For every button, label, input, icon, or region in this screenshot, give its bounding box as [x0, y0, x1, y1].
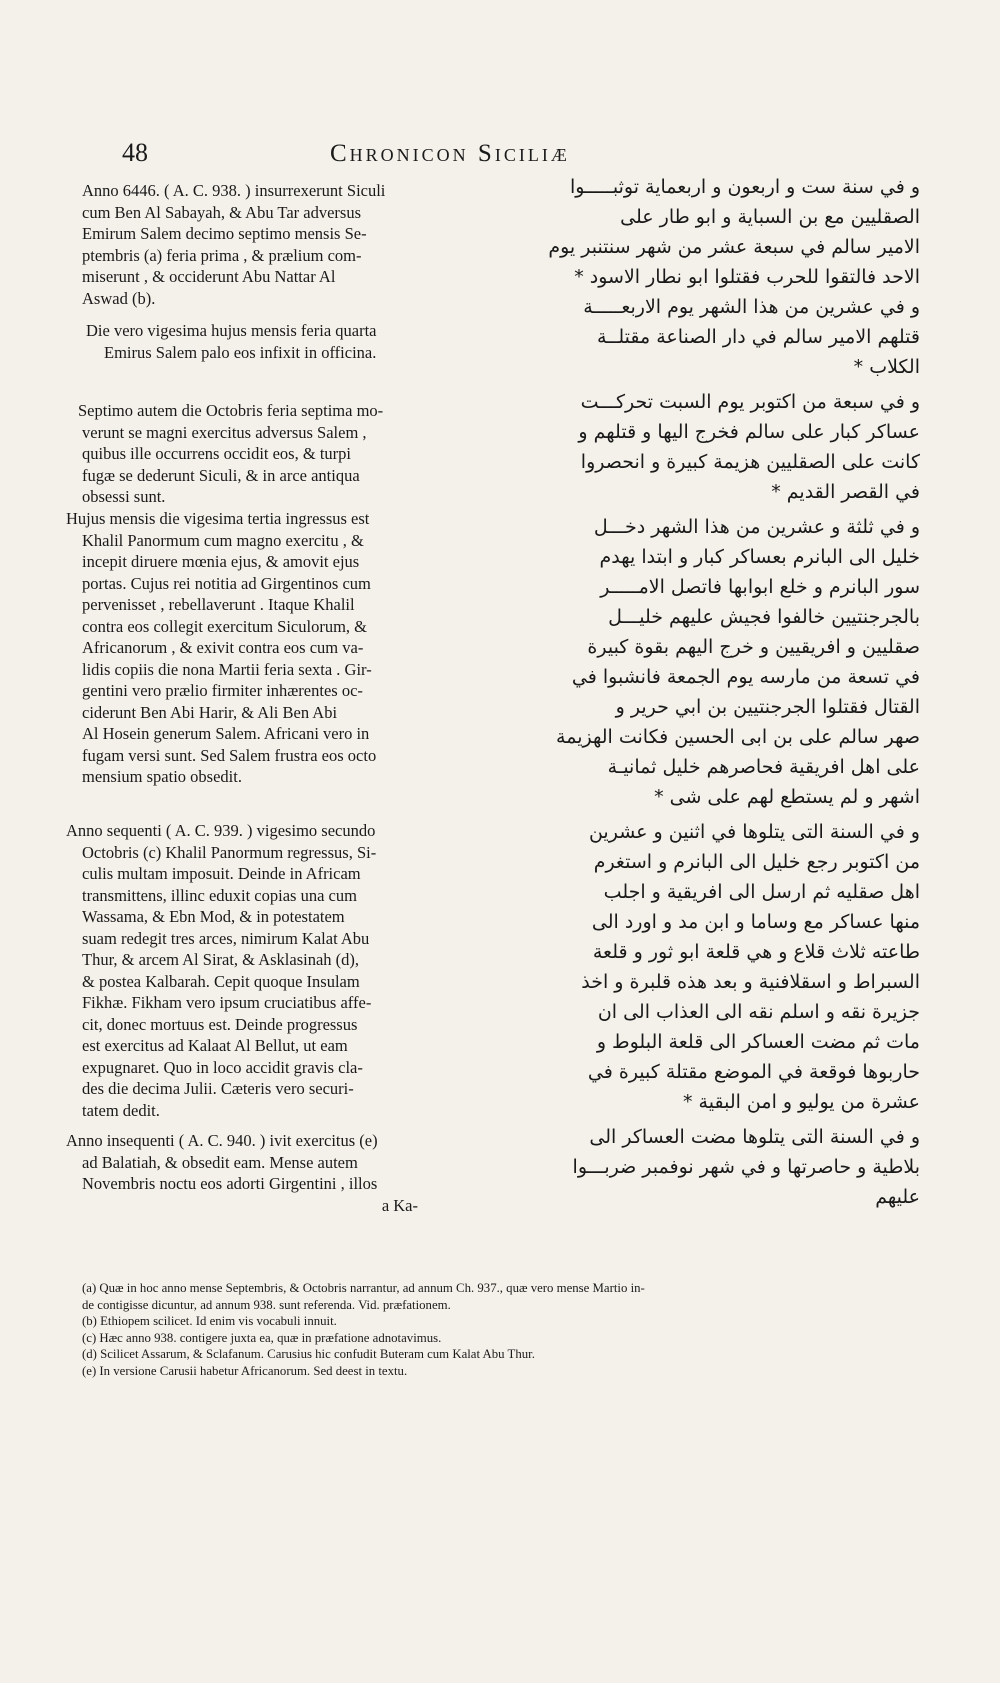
arabic-line: القتال فقتلوا الجرجنتيين بن ابي حرير و [615, 696, 920, 718]
latin-line: fugam versi sunt. Sed Salem frustra eos octo [82, 745, 377, 765]
footnote-b: (b) Ethiopem scilicet. Id enim vis vocabuli innuit. [82, 1314, 337, 1328]
arabic-line: مات ثم مضت العساكر الى قلعة البلوط و [596, 1031, 920, 1053]
arabic-line: صهر سالم على بن ابى الحسين فكانت الهزيمة [556, 726, 920, 748]
latin-line: tatem dedit. [82, 1100, 160, 1120]
latin-line: Khalil Panormum cum magno exercitu , & [82, 530, 364, 550]
latin-line: Anno 6446. ( A. C. 938. ) insurrexerunt Siculi [82, 181, 386, 200]
latin-line: pervenisset , rebellaverunt . Itaque Khalil [82, 595, 355, 614]
arabic-line: كانت على الصقليين هزيمة كبيرة و انحصروا [580, 451, 920, 473]
arabic-line: من اكتوبر رجع خليل الى البانرم و استغرم [593, 851, 920, 873]
latin-line: & postea Kalbarah. Cepit quoque Insulam [82, 971, 360, 991]
latin-line: gentini vero prælio firmiter inhærentes oc- [82, 681, 363, 700]
arabic-line: عليهم [875, 1186, 920, 1208]
arabic-line: بلاطية و حاصرتها و في شهر نوفمبر ضربـــوا [572, 1156, 920, 1178]
arabic-line: و في عشرين من هذا الشهر يوم الاربعـــــة [583, 296, 920, 318]
latin-line: expugnaret. Quo in loco accidit gravis cla- [82, 1057, 363, 1077]
catchword: a Ka- [381, 1195, 418, 1215]
latin-line: Aswad (b). [82, 288, 156, 308]
latin-line: Emirum Salem decimo septimo mensis Se- [82, 224, 367, 243]
latin-line: Wassama, & Ebn Mod, & in potestatem [82, 907, 345, 926]
arabic-line: اهل صقليه ثم ارسل الى افريقية و اجلب [603, 881, 920, 903]
arabic-line: خليل الى البانرم بعساكر كبار و ابتدا يهدم [599, 546, 920, 568]
footnote-c: (c) Hæc anno 938. contigere juxta ea, quæ in præfatione adnotavimus. [82, 1330, 442, 1345]
latin-line: Thur, & arcem Al Sirat, & Asklasinah (d), [82, 950, 360, 969]
arabic-line: الاحد فالتقوا للحرب فقتلوا ابو نطار الاسود * [574, 266, 920, 288]
arabic-line: و في سنة ست و اربعون و اربعماية توثبـــــوا [569, 176, 920, 198]
arabic-line: و في سبعة من اكتوبر يوم السبت تحركـــت [580, 391, 920, 413]
footnote-a-continued: de contigisse dicuntur, ad annum 938. sunt referenda. Vid. præfationem. [82, 1297, 451, 1312]
footnotes [82, 1280, 942, 1379]
arabic-line: طاعته ثلاث قلاع و هي قلعة ابو ثور و قلعة [592, 941, 920, 963]
latin-line: contra eos collegit exercitum Siculorum, & [82, 616, 368, 636]
arabic-line: الكلاب * [853, 356, 920, 378]
arabic-line: و في السنة التى يتلوها في اثنين و عشرين [588, 821, 920, 843]
latin-line: Emirus Salem palo eos infixit in officina. [104, 342, 377, 362]
latin-line: Africanorum , & exivit contra eos cum va- [82, 638, 364, 657]
latin-line: incepit diruere mœnia ejus, & amovit ejus [82, 552, 360, 571]
latin-line: Al Hosein generum Salem. Africani vero in [82, 724, 370, 743]
arabic-line: اشهر و لم يستطع لهم على شى * [654, 786, 920, 808]
latin-line: Hujus mensis die vigesima tertia ingressus est [66, 509, 370, 528]
latin-line: ad Balatiah, & obsedit eam. Mense autem [82, 1152, 358, 1172]
latin-paragraph-6 [66, 1130, 466, 1216]
latin-line: Anno sequenti ( A. C. 939. ) vigesimo secundo [66, 821, 376, 840]
arabic-line: سور البانرم و خلع ابوابها فاتصل الامـــــر [600, 576, 920, 598]
footnote-e: (e) In versione Carusii habetur Africanorum. Sed deest in textu. [82, 1363, 408, 1378]
latin-line: obsessi sunt. [82, 487, 166, 506]
latin-line: cit, donec mortuus est. Deinde progressus [82, 1014, 358, 1034]
latin-line: miserunt , & occiderunt Abu Nattar Al [82, 267, 336, 286]
arabic-line: السبراط و اسقلافنية و بعد هذه قلبرة و اخذ [581, 971, 920, 993]
latin-line: Novembris noctu eos adorti Girgentini , illos [82, 1174, 378, 1193]
running-title: Chronicon Siciliæ [330, 140, 570, 167]
latin-line: ptembris (a) feria prima , & prælium com- [82, 245, 362, 265]
page-number: 48 [122, 138, 148, 167]
latin-line: culis multam imposuit. Deinde in Africam [82, 864, 361, 883]
latin-line: suam redegit tres arces, nimirum Kalat Abu [82, 928, 370, 948]
arabic-line: الصقليين مع بن السباية و ابو طار على [620, 206, 920, 228]
latin-line: transmittens, illinc eduxit copias una cum [82, 885, 357, 905]
arabic-line: الامير سالم في سبعة عشر من شهر سنتنبر يوم [548, 236, 920, 258]
latin-line: mensium spatio obsedit. [82, 767, 242, 786]
arabic-line: عساكر كبار على سالم فخرج اليها و قتلهم و [578, 421, 920, 443]
arabic-line: و في ثلثة و عشرين من هذا الشهر دخـــل [593, 516, 920, 538]
latin-line: cum Ben Al Sabayah, & Abu Tar adversus [82, 202, 361, 222]
latin-line: fugæ se dederunt Siculi, & in arce antiqua [82, 465, 360, 485]
latin-line: lidis copiis die nona Martii feria sexta . Gir- [82, 659, 372, 679]
arabic-line: قتلهم الامير سالم في دار الصناعة مقتلــة [597, 326, 920, 348]
latin-line: Fikhæ. Fikham vero ipsum cruciatibus affe- [82, 993, 372, 1012]
footnote-d: (d) Scilicet Assarum, & Sclafanum. Carusius hic confudit Buteram cum Kalat Abu Thur. [82, 1347, 535, 1361]
latin-line: Anno insequenti ( A. C. 940. ) ivit exercitus (e) [66, 1131, 378, 1150]
arabic-line: عشرة من يوليو و امن البقية * [683, 1091, 920, 1113]
latin-paragraph-5 [66, 820, 466, 1121]
arabic-line: في تسعة من مارسه يوم الجمعة فانشبوا في [571, 666, 920, 688]
latin-line: Septimo autem die Octobris feria septima mo- [78, 401, 384, 420]
footnote-a: (a) Quæ in hoc anno mense Septembris, & Octobris narrantur, ad annum Ch. 937., quæ vero mense Martio in- [82, 1281, 645, 1295]
arabic-line: بالجرجنتيين خالفوا فجيش عليهم خليـــل [608, 606, 920, 628]
latin-line: Octobris (c) Khalil Panormum regressus, Si- [82, 842, 377, 862]
latin-line: Die vero vigesima hujus mensis feria quarta [86, 321, 377, 340]
latin-paragraph-3 [66, 400, 466, 508]
arabic-line: جزيرة نقه و اسلم نقه الى العذاب الى ان [597, 1001, 920, 1023]
arabic-line: منها عساكر مع وساما و ابن مد و اورد الى [591, 911, 920, 933]
latin-line: ciderunt Ben Abi Harir, & Ali Ben Abi [82, 702, 338, 722]
arabic-line: على اهل افريقية فحاصرهم خليل ثمانيـة [607, 756, 920, 778]
latin-line: est exercitus ad Kalaat Al Bellut, ut eam [82, 1036, 348, 1055]
arabic-line: صقليين و افريقيين و خرج اليهم بقوة كبيرة [587, 636, 920, 658]
arabic-line: حاربوها فوقعة في الموضع مقتلة كبيرة في [587, 1061, 920, 1083]
latin-paragraph-2 [66, 320, 466, 363]
latin-line: portas. Cujus rei notitia ad Girgentinos cum [82, 573, 371, 593]
latin-line: quibus ille occurrens occidit eos, & turpi [82, 444, 351, 463]
latin-paragraph-4 [66, 508, 466, 788]
arabic-line: و في السنة التى يتلوها مضت العساكر الى [589, 1126, 920, 1148]
arabic-line: في القصر القديم * [771, 481, 920, 503]
latin-paragraph-1 [66, 180, 466, 309]
latin-line: des die decima Julii. Cæteris vero securi- [82, 1079, 354, 1098]
latin-line: verunt se magni exercitus adversus Salem , [82, 422, 367, 442]
